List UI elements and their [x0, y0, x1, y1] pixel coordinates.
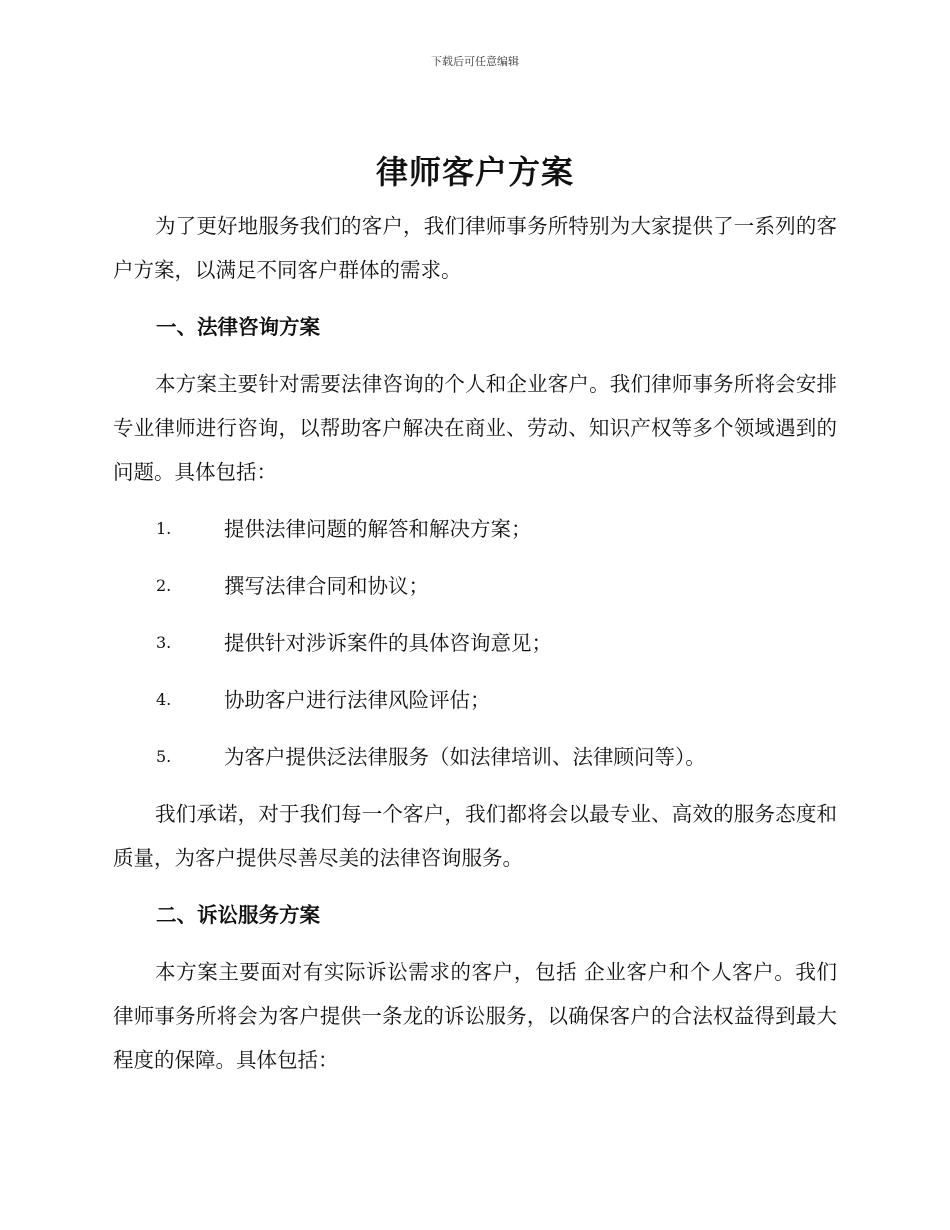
section-heading-legal-consulting: 一、法律咨询方案 [156, 315, 320, 339]
section1-closing-paragraph: 我们承诺，对于我们每一个客户，我们都将会以最专业、高效的服务态度和质量，为客户提供尽善尽美的法律咨询服务。 [113, 802, 837, 870]
list-item-text: 提供法律问题的解答和解决方案； [224, 517, 532, 541]
page-header-note: 下载后可任意编辑 [431, 55, 519, 68]
document-body [113, 150, 837, 1082]
list-item-text: 为客户提供泛法律服务（如法律培训、法律顾问等）。 [224, 745, 706, 769]
list-item-number: 1. [156, 519, 172, 538]
section1-body-paragraph: 本方案主要针对需要法律咨询的个人和企业客户。我们律师事务所将会安排专业律师进行咨询，以帮助客户解决在商业、劳动、知识产权等多个领域遇到的问题。具体包括： [113, 372, 837, 484]
list-item-number: 5. [156, 747, 172, 766]
list-item [113, 507, 837, 551]
list-item-text: 协助客户进行法律风险评估； [224, 688, 491, 712]
intro-paragraph: 为了更好地服务我们的客户，我们律师事务所特别为大家提供了一系列的客户方案，以满足不同客户群体的需求。 [113, 214, 837, 282]
section1-numbered-list [113, 507, 837, 779]
document-title: 律师客户方案 [375, 153, 574, 191]
list-item-text: 提供针对涉诉案件的具体咨询意见； [224, 631, 552, 655]
list-item-number: 2. [156, 576, 172, 595]
section2-body-paragraph: 本方案主要面对有实际诉讼需求的客户，包括 企业客户和个人客户。我们律师事务所将会为客户提供一条龙的诉讼服务，以确保客户的合法权益得到最大程度的保障。具体包括： [113, 960, 837, 1072]
list-item-number: 4. [156, 690, 172, 709]
list-item [113, 621, 837, 665]
list-item [113, 564, 837, 608]
section-heading-litigation-service: 二、诉讼服务方案 [156, 903, 320, 927]
list-item [113, 678, 837, 722]
list-item [113, 735, 837, 779]
list-item-number: 3. [156, 633, 172, 652]
list-item-text: 撰写法律合同和协议； [224, 574, 429, 598]
